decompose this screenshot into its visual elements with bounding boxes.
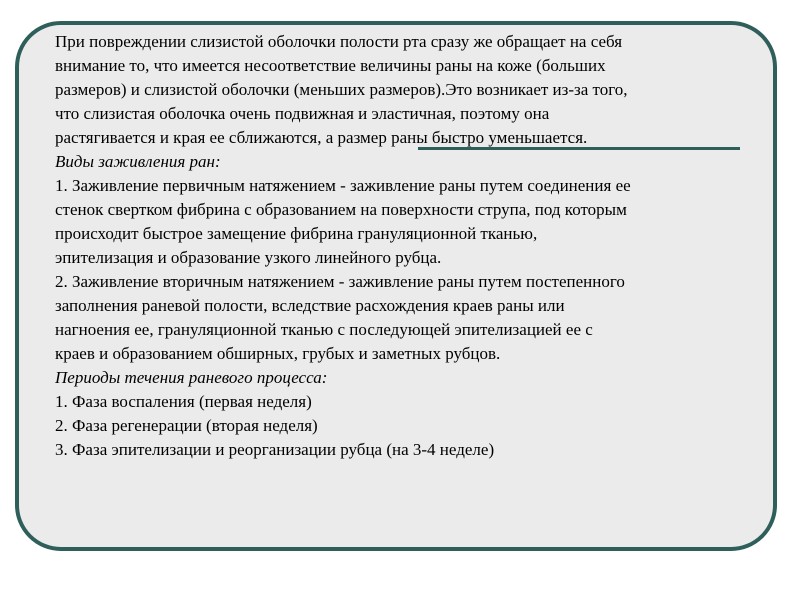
intro-line: растягивается и края ее сближаются, а размер раны быстро уменьшается. [55, 128, 588, 147]
healing-line: происходит быстрое замещение фибрина грануляционной тканью, [55, 224, 538, 243]
period-line: 2. Фаза регенерации (вторая неделя) [55, 416, 318, 435]
healing-types-heading: Виды заживления ран: [55, 152, 221, 171]
intro-line: внимание то, что имеется несоответствие величины раны на коже (больших [55, 56, 606, 75]
intro-line: размеров) и слизистой оболочки (меньших размеров).Это возникает из-за того, [55, 80, 628, 99]
healing-line: 2. Заживление вторичным натяжением - заживление раны путем постепенного [55, 272, 625, 291]
healing-line: краев и образованием обширных, грубых и заметных рубцов. [55, 344, 501, 363]
period-line: 1. Фаза воспаления (первая неделя) [55, 392, 312, 411]
text-body [55, 30, 755, 462]
healing-line: заполнения раневой полости, вследствие расхождения краев раны или [55, 296, 565, 315]
healing-line: нагноения ее, грануляционной тканью с последующей эпителизацией ее с [55, 320, 593, 339]
wound-periods-heading: Периоды течения раневого процесса: [55, 368, 328, 387]
intro-line: При повреждении слизистой оболочки полости рта сразу же обращает на себя [55, 32, 623, 51]
intro-line: что слизистая оболочка очень подвижная и эластичная, поэтому она [55, 104, 550, 123]
period-line: 3. Фаза эпителизации и реорганизации рубца (на 3-4 неделе) [55, 440, 495, 459]
healing-line: эпителизация и образование узкого линейного рубца. [55, 248, 442, 267]
healing-line: 1. Заживление первичным натяжением - заживление раны путем соединения ее [55, 176, 631, 195]
healing-line: стенок свертком фибрина с образованием на поверхности струпа, под которым [55, 200, 627, 219]
